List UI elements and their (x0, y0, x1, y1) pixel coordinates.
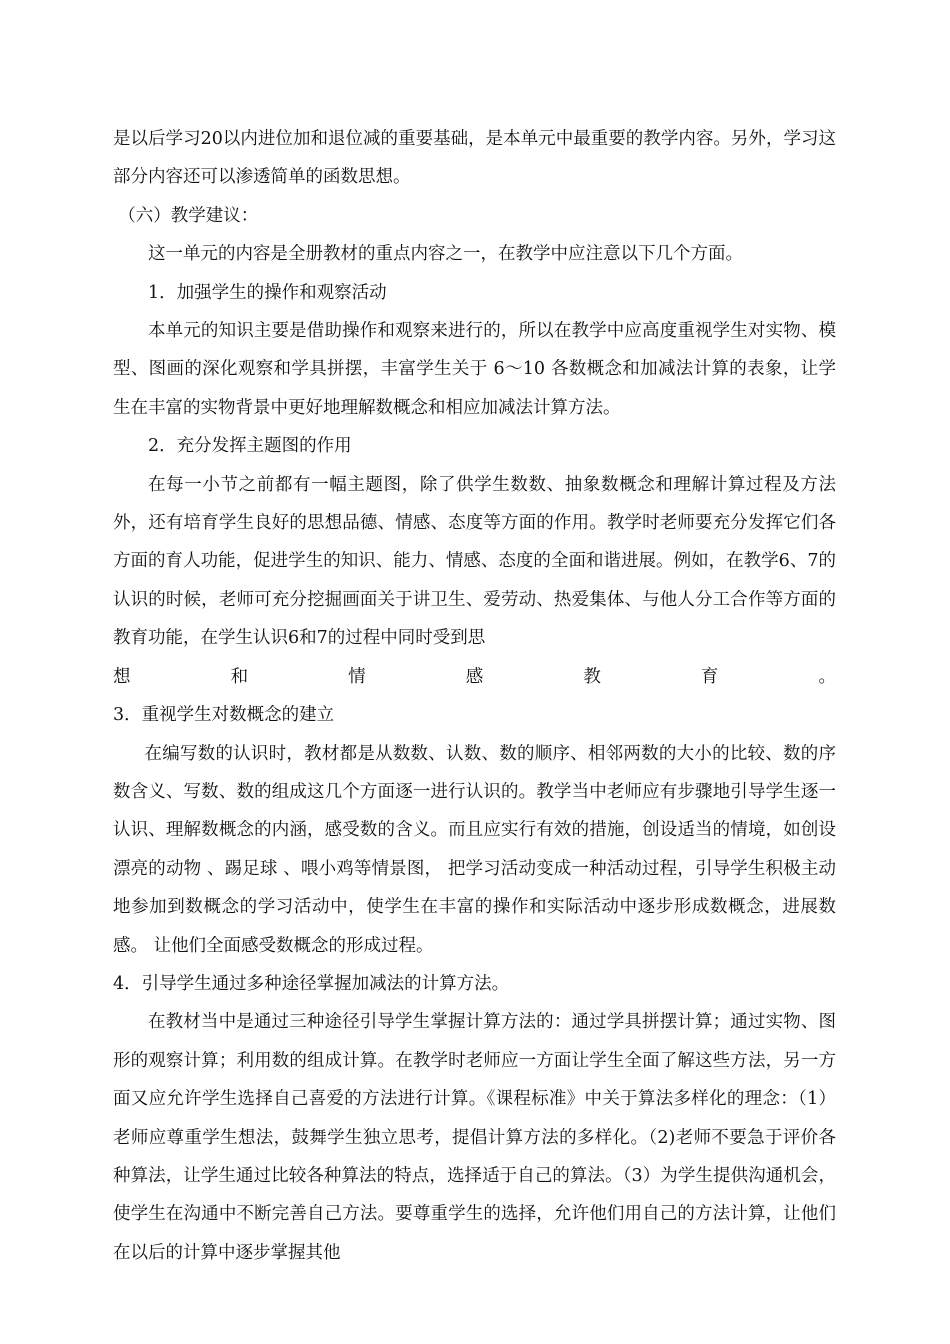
subheading-1: 1．加强学生的操作和观察活动 (148, 282, 387, 303)
spread-char: 情 (348, 666, 366, 687)
spread-char: 和 (230, 666, 249, 687)
paragraph-theme-picture-last-line (113, 658, 836, 696)
subheading-3: 3．重视学生对数概念的建立 (113, 705, 335, 726)
paragraph-continuation: 是以后学习20以内进位加和退位减的重要基础，是本单元中最重要的教学内容。另外，学习这部分内容还可以渗透简单的函数思想。 (113, 129, 836, 188)
paragraph-theme-picture: 在每一小节之前都有一幅主题图，除了供学生数数、抽象数概念和理解计算过程及方法外，还有培育学生良好的思想品德、情感、态度等方面的作用。教学时老师要充分发挥它们各方面的育人功能，促进学生的知识、能力、情感、态度的全面和谐进展。例如，在教学6、7的认识的时候，老师可充分挖掘画面关于讲卫生、爱劳动、热爱集体、与他人分工合作等方面的教育功能，在学生认识6和7的过程中同时受到思 (113, 474, 836, 649)
paragraph-intro: 这一单元的内容是全册教材的重点内容之一，在教学中应注意以下几个方面。 (148, 244, 743, 265)
spread-char: 教 (583, 666, 601, 687)
paragraph-operation-observation: 本单元的知识主要是借助操作和观察来进行的，所以在教学中应高度重视学生对实物、模型、图画的深化观察和学具拼摆，丰富学生关于 6～10 各数概念和加减法计算的表象，让学生在丰富的实物背景中更好地理解数概念和相应加减法计算方法。 (113, 321, 836, 418)
paragraph-calculation-methods: 在教材当中是通过三种途径引导学生掌握计算方法的：通过学具拼摆计算；通过实物、图形的观察计算；利用数的组成计算。在教学时老师应一方面让学生全面了解这些方法，另一方面又应允许学生选择自己喜爱的方法进行计算。《课程标准》中关于算法多样化的理念：（1）老师应尊重学生想法，鼓舞学生独立思考，提倡计算方法的多样化。（2)老师不要急于评价各种算法，让学生通过比较各种算法的特点，选择适于自己的算法。（3）为学生提供沟通机会，使学生在沟通中不断完善自己方法。要尊重学生的选择，允许他们用自己的方法计算，让他们在以后的计算中逐步掌握其他 (113, 1012, 836, 1263)
spread-char: 感 (465, 666, 484, 687)
paragraph-number-concept: 在编写数的认识时，教材都是从数数、认数、数的顺序、相邻两数的大小的比较、数的序数含义、写数、数的组成这几个方面逐一进行认识的。教学当中老师应有步骤地引导学生逐一认识、理解数概念的内涵，感受数的含义。而且应实行有效的措施，创设适当的情境，如创设漂亮的动物 、踢足球 、喂小鸡等情景图， 把学习活动变成一种活动过程，引导学生积极主动地参加到数概念的学习活动中，使学生在丰富的操作和实际活动中逐步形成数概念，进展数感。 让他们全面感受数概念的形成过程。 (113, 743, 836, 956)
spread-char: 。 (818, 666, 836, 687)
spread-char: 想 (113, 666, 131, 687)
subheading-4: 4．引导学生通过多种途径掌握加减法的计算方法。 (113, 973, 510, 994)
spread-char: 育 (700, 666, 719, 687)
subheading-2: 2．充分发挥主题图的作用 (148, 436, 352, 457)
section-heading-teaching-suggestions: （六）教学建议： (118, 205, 259, 226)
document-body (113, 120, 836, 1272)
